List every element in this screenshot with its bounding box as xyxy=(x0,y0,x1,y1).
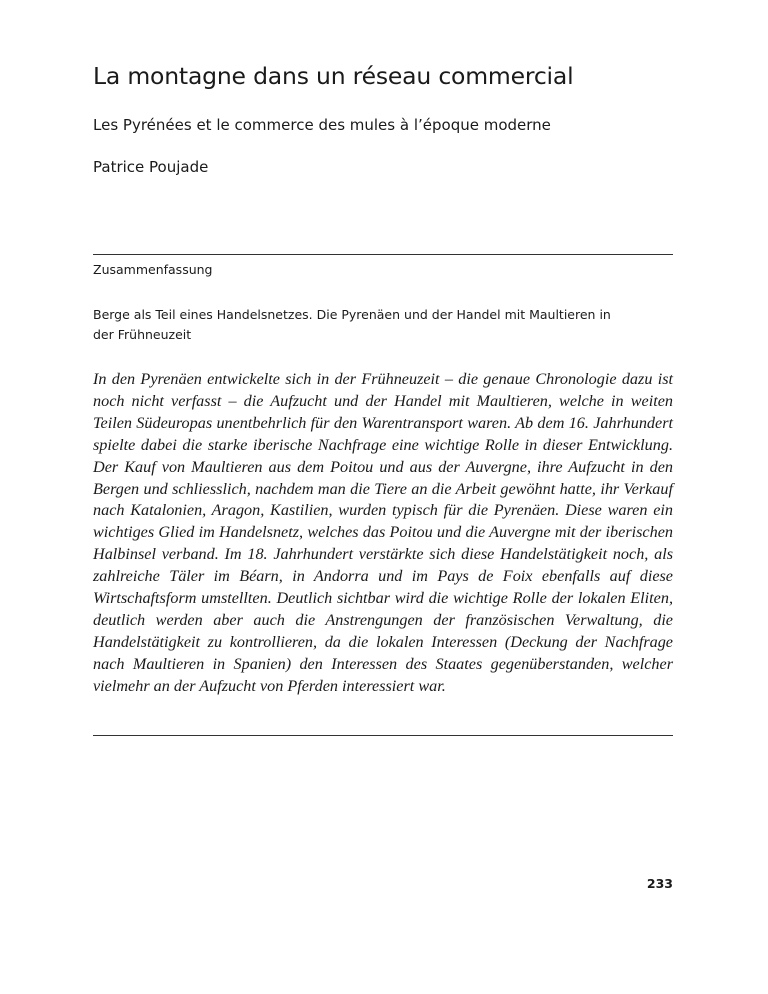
abstract-bottom-rule xyxy=(93,735,673,736)
abstract-top-rule xyxy=(93,254,673,255)
article-title: La montagne dans un réseau commercial xyxy=(93,62,574,90)
abstract-section-label: Zusammenfassung xyxy=(93,262,213,277)
article-author: Patrice Poujade xyxy=(93,158,209,176)
abstract-body: In den Pyrenäen entwickelte sich in der Frühneuzeit – die genaue Chronologie dazu ist noch nicht verfasst – die Aufzucht und der Handel mit Maultieren, welche in weiten Teilen Südeuropas unentbehrlich für den Warentransport waren. Ab dem 16. Jahrhundert spielte dabei die starke iberische Nachfrage eine wichtige Rolle in dieser Entwicklung. Der Kauf von Maultieren aus dem Poitou und aus der Auvergne, ihre Aufzucht in den Bergen und schliesslich, nachdem man die Tiere an die Arbeit gewöhnt hatte, ihr Verkauf nach Katalonien, Aragon, Kastilien, wurden typisch für die Pyrenäen. Diese waren ein wichtiges Glied im Handelsnetz, welches das Poitou und die Auvergne mit der iberischen Halbinsel verband. Im 18. Jahrhundert verstärkte sich diese Handelstätigkeit noch, als zahlreiche Täler im Béarn, in Andorra und im Pays de Foix ebenfalls auf diese Wirtschaftsform umstellten. Deutlich sichtbar wird die wichtige Rolle der lokalen Eliten, deutlich werden aber auch die Anstrengungen der französischen Verwaltung, die Handelstätigkeit zu kontrollieren, da die lokalen Interessen (Deckung der Nachfrage nach Maultieren in Spanien) den Interessen des Staates gegenüberstanden, welcher vielmehr an der Aufzucht von Pferden interessiert war. xyxy=(93,370,673,695)
page-number: 233 xyxy=(646,876,673,891)
article-subtitle: Les Pyrénées et le commerce des mules à l’époque moderne xyxy=(93,116,551,134)
abstract-title: Berge als Teil eines Handelsnetzes. Die Pyrenäen und der Handel mit Maultieren in der Frühneuzeit xyxy=(93,307,611,342)
